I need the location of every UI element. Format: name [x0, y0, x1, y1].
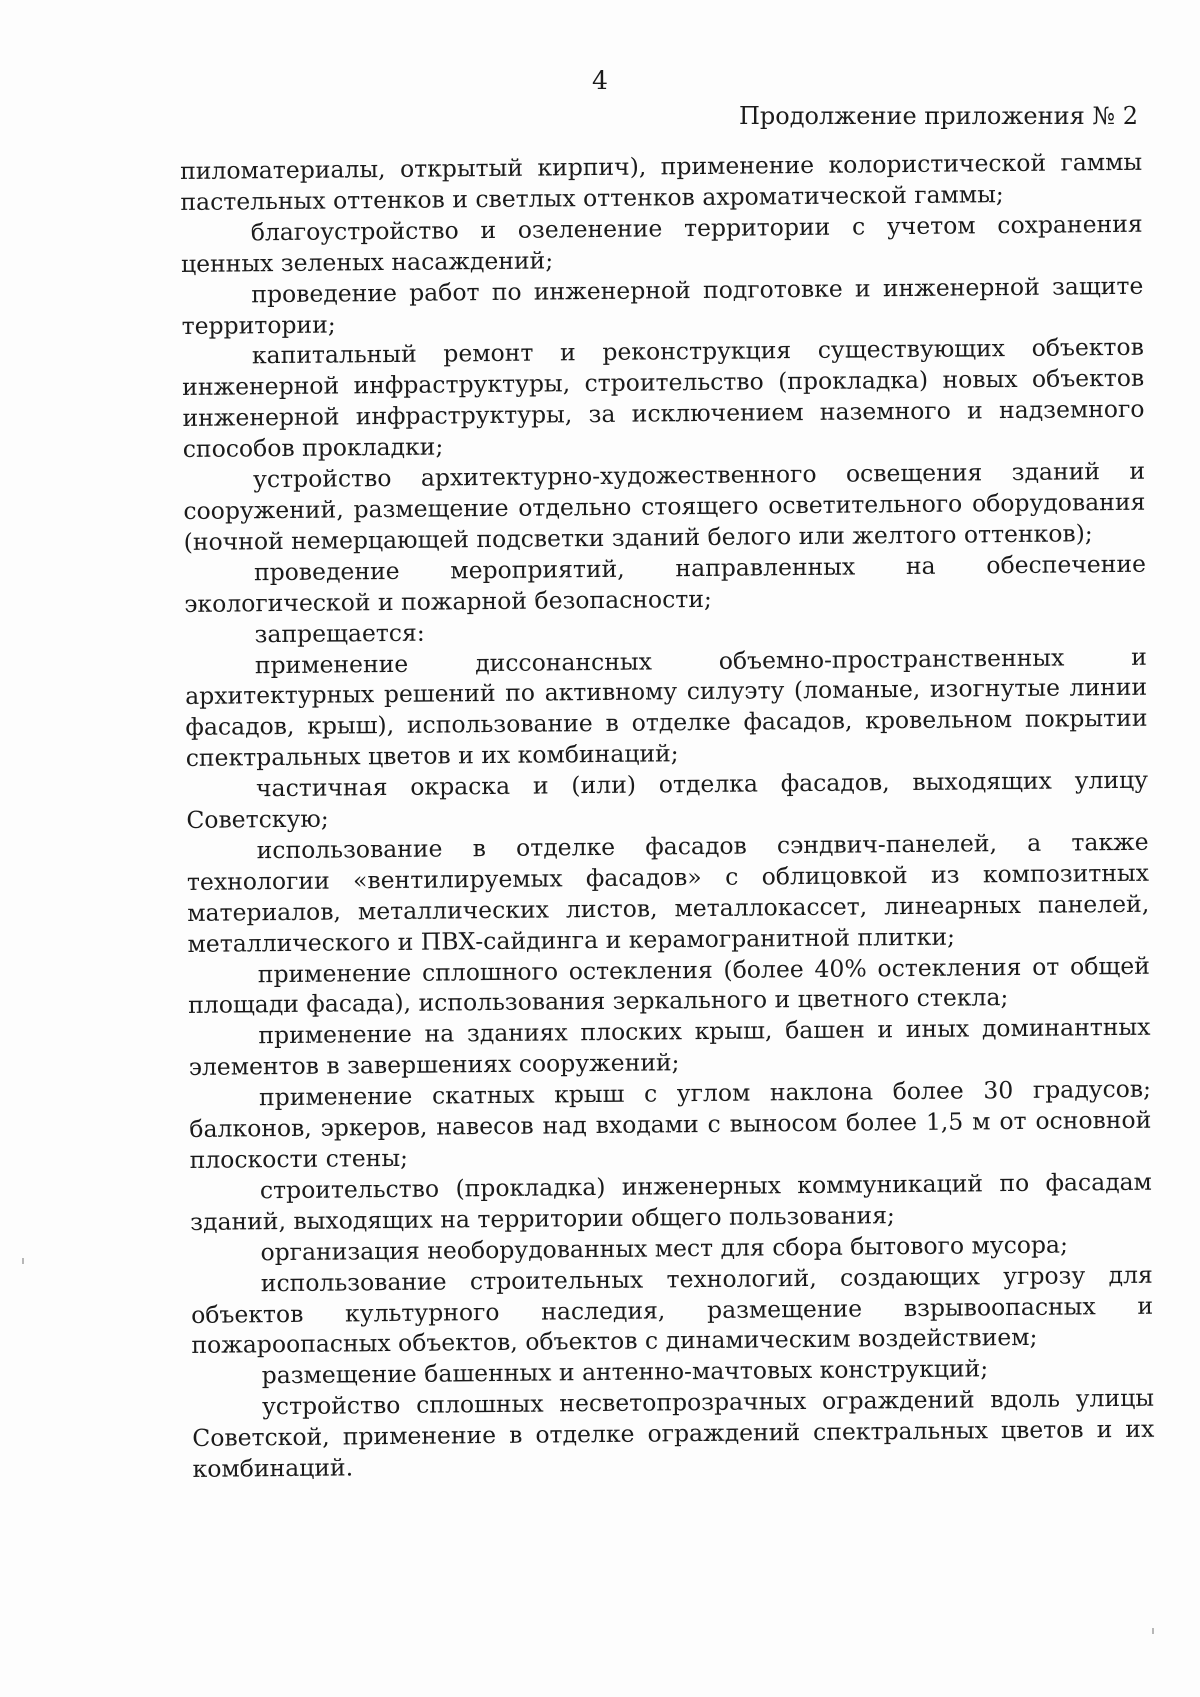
paragraph: применение диссонансных объемно-пространственных и архитектурных решений по активному силуэту (ломаные, изогнутые линии фасадов, крыш), использование в отделке фасадов, кровельном покрытии спектральных цветов и их комбинаций; [185, 642, 1148, 773]
paragraph: организация необорудованных мест для сбора бытового мусора; [260, 1230, 1069, 1266]
paragraph: капитальный ремонт и реконструкция существующих объектов инженерной инфраструктуры, строительство (прокладка) новых объектов инженерной инфраструктуры, за исключением наземного и надземного способов прокладки; [182, 333, 1145, 464]
paragraph: проведение мероприятий, направленных на обеспечение экологической и пожарной безопасности; [184, 549, 1147, 618]
paragraph: проведение работ по инженерной подготовке и инженерной защите территории; [181, 271, 1144, 340]
paragraph: пиломатериалы, открытый кирпич), применение колористической гаммы пастельных оттенков и светлых оттенков ахроматической гаммы; [180, 147, 1143, 216]
scan-speck [22, 1258, 24, 1264]
paragraph: устройство сплошных несветопрозрачных ограждений вдоль улицы Советской, применение в отделке ограждений спектральных цветов и их комбинаций. [192, 1383, 1155, 1484]
page-number: 4 [592, 66, 608, 95]
paragraph: частичная окраска и (или) отделка фасадов, выходящих улицу Советскую; [186, 765, 1149, 834]
paragraph: применение на зданиях плоских крыш, башен и иных доминантных элементов в завершениях сооружений; [188, 1013, 1151, 1082]
paragraph: размещение башенных и антенно-мачтовых конструкций; [261, 1354, 989, 1390]
paragraph: использование в отделке фасадов сэндвич-панелей, а также технологии «вентилируемых фасадов» с облицовкой из композитных материалов, металлических листов, металлокассет, линеарных панелей, металлического и ПВХ-сайдинга и керамогранитной плитки; [186, 827, 1150, 958]
paragraph: строительство (прокладка) инженерных коммуникаций по фасадам зданий, выходящих на территории общего пользования; [190, 1167, 1153, 1236]
paragraph: устройство архитектурно-художественного освещения зданий и сооружений, размещение отдельно стоящего осветительного оборудования (ночной немерцающей подсветки зданий белого или желтого оттенков); [183, 456, 1146, 556]
paragraph: использование строительных технологий, создающих угрозу для объектов культурного наследия, размещение взрывоопасных и пожароопасных объектов, объектов с динамическим воздействием; [190, 1260, 1154, 1360]
prohibited-heading: запрещается: [254, 618, 425, 648]
document-body [180, 147, 1155, 1485]
paragraph: применение скатных крыш с углом наклона более 30 градусов; балконов, эркеров, навесов над входами с выносом более 1,5 м от основной плоскости стены; [189, 1074, 1152, 1174]
paragraph: применение сплошного остекления (более 40% остекления от общей площади фасада), использования зеркального и цветного стекла; [188, 951, 1150, 1020]
paragraph: благоустройство и озеленение территории с учетом сохранения ценных зеленых насаждений; [180, 209, 1143, 278]
appendix-continuation-label: Продолжение приложения № 2 [738, 102, 1138, 130]
scan-speck [1152, 1628, 1154, 1634]
